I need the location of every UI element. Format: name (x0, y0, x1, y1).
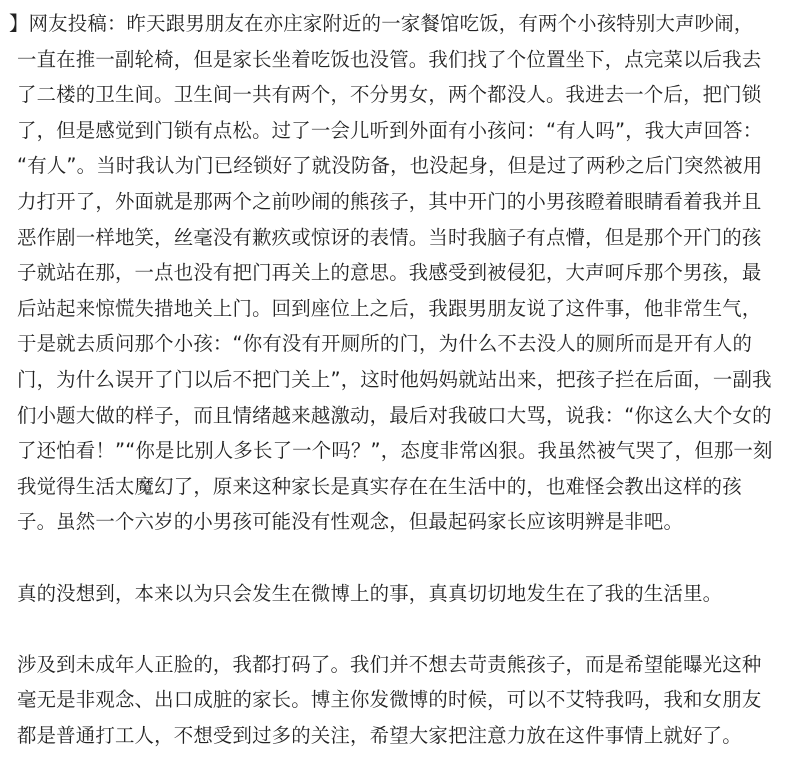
text-line: 】网友投稿：昨天跟男朋友在亦庄家附近的一家餐馆吃饭，有两个小孩特别大声吵闹， (9, 12, 754, 35)
text-line: 都是普通打工人，不想受到过多的关注，希望大家把注意力放在这件事情上就好了。 (17, 723, 742, 747)
text-line: 于是就去质问那个小孩：“你有没有开厕所的门，为什么不去没人的厕所而是开有人的 (17, 332, 753, 356)
text-line: 后站起来惊慌失措地关上门。回到座位上之后，我跟男朋友说了这件事，他非常生气， (17, 296, 762, 320)
text-line: 们小题大做的样子，而且情绪越来越激动，最后对我破口大骂，说我：“你这么大个女的 (17, 403, 772, 427)
paragraph-reflection (17, 576, 787, 612)
text-line: “有人”。当时我认为门已经锁好了就没防备，也没起身，但是过了两秒之后门突然被用 (17, 154, 763, 178)
text-line: 涉及到未成年人正脸的，我都打码了。我们并不想去苛责熊孩子，而是希望能曝光这种 (17, 652, 762, 676)
text-line: 子就站在那，一点也没有把门再关上的意思。我感受到被侵犯，大声呵斥那个男孩，最 (17, 261, 762, 285)
text-line: 门，为什么误开了门以后不把门关上”，这时他妈妈就站出来，把孩子拦在后面，一副我 (17, 367, 772, 391)
text-line: 我觉得生活太魔幻了，原来这种家长是真实存在在生活中的，也难怪会教出这样的孩 (17, 474, 742, 498)
post-body (9, 6, 787, 753)
text-line: 了还怕看！”“你是比别人多长了一个吗？”，态度非常凶狠。我虽然被气哭了，但那一刻 (17, 439, 773, 463)
text-line: 真的没想到，本来以为只会发生在微博上的事，真真切切地发生在了我的生活里。 (17, 581, 723, 605)
text-line: 力打开了，外面就是那两个之前吵闹的熊孩子，其中开门的小男孩瞪着眼睛看着我并且 (17, 189, 762, 213)
paragraph-request (17, 647, 787, 754)
paragraph-story (9, 6, 787, 540)
text-line: 恶作剧一样地笑，丝毫没有歉疚或惊讶的表情。当时我脑子有点懵，但是那个开门的孩 (17, 225, 762, 249)
text-line: 了，但是感觉到门锁有点松。过了一会儿听到外面有小孩问：“有人吗”，我大声回答： (17, 118, 763, 142)
paragraph-gap (17, 611, 787, 647)
text-line: 一直在推一副轮椅，但是家长坐着吃饭也没管。我们找了个位置坐下，点完菜以后我去 (17, 47, 762, 71)
text-line: 子。虽然一个六岁的小男孩可能没有性观念，但最起码家长应该明辨是非吧。 (17, 510, 684, 534)
text-line: 了二楼的卫生间。卫生间一共有两个，不分男女，两个都没人。我进去一个后，把门锁 (17, 83, 762, 107)
paragraph-gap (17, 540, 787, 576)
text-line: 毫无是非观念、出口成脏的家长。博主你发微博的时候，可以不艾特我吗，我和女朋友 (17, 688, 762, 712)
